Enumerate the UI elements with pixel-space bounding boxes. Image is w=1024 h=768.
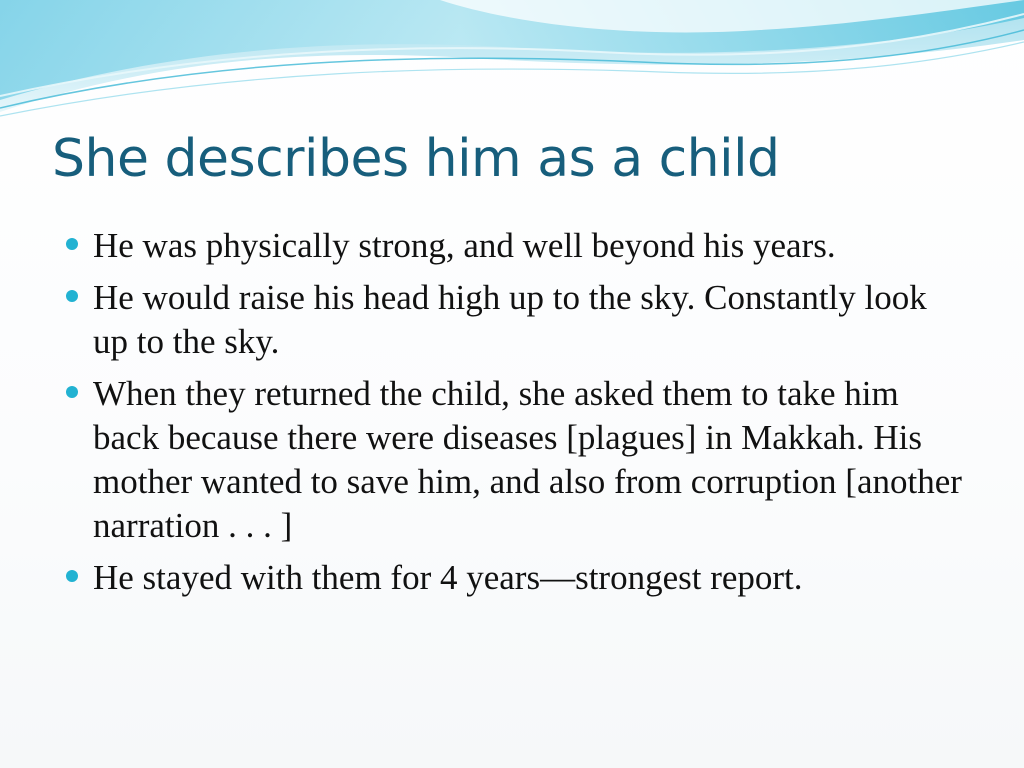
bullet-dot-icon xyxy=(66,238,78,250)
bullet-text: He stayed with them for 4 years—strongest report. xyxy=(93,558,803,597)
bullet-dot-icon xyxy=(66,386,78,398)
bullet-dot-icon xyxy=(66,570,78,582)
bullet-text: He would raise his head high up to the sky. Constantly look up to the sky. xyxy=(93,278,927,361)
bullet-item xyxy=(64,276,964,364)
bullet-text: He was physically strong, and well beyond his years. xyxy=(93,226,836,265)
bullet-item xyxy=(64,224,964,268)
bullet-dot-icon xyxy=(66,290,78,302)
bullet-item xyxy=(64,556,964,600)
bullet-list xyxy=(64,224,964,608)
bullet-item xyxy=(64,372,964,548)
bullet-text: When they returned the child, she asked them to take him back because there were diseases [plagues] in Makkah. His mother wanted to save him, and also from corruption [another narration . . . ] xyxy=(93,374,962,545)
slide-title: She describes him as a child xyxy=(52,129,780,189)
decorative-wave-banner xyxy=(0,0,1024,130)
